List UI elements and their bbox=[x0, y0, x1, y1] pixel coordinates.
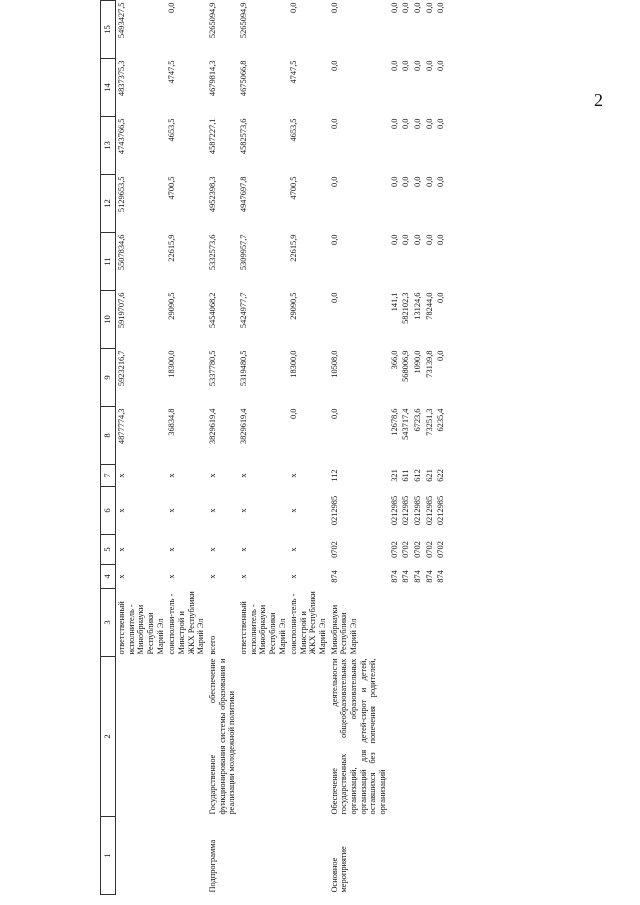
cell-year-1: 543717,4 bbox=[401, 408, 411, 440]
cell-target: 0212985 bbox=[329, 495, 339, 526]
column-header: 13 bbox=[101, 117, 116, 175]
cell-target: x bbox=[207, 508, 217, 513]
cell-name bbox=[400, 657, 412, 817]
cell-level: Основное мероприятие bbox=[329, 846, 349, 893]
cell-name: Государственное обеспечение функционирования системы образования и реализации молодежной политики bbox=[207, 658, 237, 815]
cell-year-2: 5319480,5 bbox=[238, 350, 248, 387]
table-row bbox=[424, 1, 436, 895]
cell-year-4: 5507834,6 bbox=[117, 234, 126, 271]
cell-executor: соисполни-тель - Минстрой и ЖКХ Республики Марий Эл bbox=[289, 591, 328, 655]
cell-section: 0702 bbox=[424, 541, 434, 558]
column-header: 1 bbox=[101, 817, 116, 895]
cell-executor bbox=[412, 589, 424, 657]
cell-target: x bbox=[289, 508, 299, 513]
cell-year-5: 4700,5 bbox=[289, 176, 299, 200]
cell-name bbox=[166, 657, 207, 817]
cell-expense-type: 112 bbox=[329, 469, 339, 482]
cell-year-3: 78244,0 bbox=[424, 292, 434, 320]
cell-section: 0702 bbox=[329, 541, 339, 558]
cell-year-1: 4877774,3 bbox=[117, 408, 126, 445]
cell-name bbox=[412, 657, 424, 817]
cell-year-1: 0,0 bbox=[329, 408, 339, 419]
cell-level bbox=[238, 817, 288, 895]
cell-executor: всего bbox=[207, 635, 217, 655]
cell-expense-type: x bbox=[238, 473, 248, 478]
cell-expense-type: x bbox=[207, 473, 217, 478]
cell-year-3: 0,0 bbox=[329, 292, 339, 303]
column-header: 3 bbox=[101, 589, 116, 657]
cell-year-2: 18300,0 bbox=[289, 350, 299, 378]
cell-year-2: 5923216,7 bbox=[117, 350, 126, 387]
cell-year-1: 36834,8 bbox=[167, 408, 177, 436]
column-header: 10 bbox=[101, 291, 116, 349]
cell-year-5: 4700,5 bbox=[167, 176, 177, 200]
column-header: 4 bbox=[101, 565, 116, 589]
cell-year-4: 0,0 bbox=[424, 234, 434, 245]
cell-expense-type: x bbox=[117, 473, 126, 478]
cell-year-2: 0,0 bbox=[436, 350, 446, 361]
cell-year-3: 13124,6 bbox=[413, 292, 423, 320]
cell-year-8: 0,0 bbox=[413, 2, 423, 13]
cell-year-3: 5919707,6 bbox=[117, 292, 126, 329]
cell-executor: ответственный исполнитель - Минобрнауки Республики Марий Эл bbox=[117, 601, 165, 655]
cell-target: x bbox=[167, 508, 177, 513]
cell-year-3: 582102,3 bbox=[401, 292, 411, 324]
cell-year-8: 0,0 bbox=[424, 2, 434, 13]
cell-year-5: 0,0 bbox=[389, 176, 399, 187]
cell-executor: соисполни-тель - Минстрой и ЖКХ Республики Марий Эл bbox=[167, 591, 206, 655]
cell-year-4: 22615,9 bbox=[289, 234, 299, 262]
cell-grbs: 874 bbox=[413, 570, 423, 583]
table-row bbox=[412, 1, 424, 895]
cell-section: x bbox=[117, 547, 126, 552]
cell-executor bbox=[400, 589, 412, 657]
cell-year-7: 4679814,3 bbox=[207, 60, 217, 97]
cell-expense-type: 611 bbox=[401, 469, 411, 482]
cell-year-5: 0,0 bbox=[413, 176, 423, 187]
cell-year-4: 5309957,7 bbox=[238, 234, 248, 271]
page-number: 2 bbox=[594, 90, 603, 110]
cell-year-5: 0,0 bbox=[436, 176, 446, 187]
cell-year-7: 4747,5 bbox=[289, 60, 299, 84]
column-header: 12 bbox=[101, 175, 116, 233]
cell-year-3: 29090,5 bbox=[167, 292, 177, 320]
table-row bbox=[238, 1, 288, 895]
cell-level: Подпрограмма bbox=[207, 839, 217, 893]
cell-executor: ответственный исполнитель - Минобрнауки Республики Марий Эл bbox=[238, 601, 287, 655]
cell-year-7: 0,0 bbox=[329, 60, 339, 71]
cell-expense-type: 621 bbox=[424, 469, 434, 482]
table-body bbox=[101, 1, 448, 895]
cell-level bbox=[424, 817, 436, 895]
cell-grbs: 874 bbox=[436, 570, 446, 583]
cell-year-1: 73251,3 bbox=[424, 408, 434, 436]
cell-year-8: 0,0 bbox=[401, 2, 411, 13]
cell-year-4: 22615,9 bbox=[167, 234, 177, 262]
cell-year-5: 4952398,3 bbox=[207, 176, 217, 213]
table-row bbox=[207, 1, 238, 895]
cell-year-5: 4947697,8 bbox=[238, 176, 248, 213]
cell-year-5: 0,0 bbox=[424, 176, 434, 187]
cell-year-3: 5424977,7 bbox=[238, 292, 248, 329]
cell-section: 0702 bbox=[436, 541, 446, 558]
cell-grbs: x bbox=[117, 574, 126, 579]
cell-section: x bbox=[167, 547, 177, 552]
cell-executor: Минобрнауки Республики Марий Эл bbox=[329, 604, 359, 655]
column-header: 9 bbox=[101, 349, 116, 407]
cell-year-1: 3829619,4 bbox=[238, 408, 248, 445]
cell-level bbox=[400, 817, 412, 895]
cell-level bbox=[435, 817, 447, 895]
cell-year-7: 0,0 bbox=[389, 60, 399, 71]
cell-year-6: 4582573,6 bbox=[238, 118, 248, 155]
cell-year-7: 4675066,8 bbox=[238, 60, 248, 97]
cell-executor bbox=[389, 589, 401, 657]
cell-year-7: 4747,5 bbox=[167, 60, 177, 84]
cell-grbs: 874 bbox=[424, 570, 434, 583]
cell-year-6: 0,0 bbox=[401, 118, 411, 129]
cell-year-6: 0,0 bbox=[413, 118, 423, 129]
cell-level bbox=[288, 817, 329, 895]
budget-table bbox=[100, 0, 447, 895]
cell-section: x bbox=[289, 547, 299, 552]
cell-name bbox=[389, 657, 401, 817]
cell-grbs: x bbox=[207, 574, 217, 579]
cell-executor bbox=[435, 589, 447, 657]
cell-target: 0212985 bbox=[424, 495, 434, 526]
cell-level bbox=[412, 817, 424, 895]
cell-year-4: 0,0 bbox=[436, 234, 446, 245]
column-header: 15 bbox=[101, 1, 116, 59]
cell-year-8: 5265094,9 bbox=[238, 2, 248, 39]
cell-year-1: 3829619,4 bbox=[207, 408, 217, 445]
cell-target: x bbox=[238, 508, 248, 513]
cell-name bbox=[424, 657, 436, 817]
cell-year-3: 141,1 bbox=[389, 292, 399, 312]
cell-year-8: 0,0 bbox=[389, 2, 399, 13]
cell-year-7: 0,0 bbox=[424, 60, 434, 71]
column-header: 6 bbox=[101, 487, 116, 535]
cell-year-1: 12678,6 bbox=[389, 408, 399, 436]
cell-year-4: 0,0 bbox=[401, 234, 411, 245]
cell-target: 0212985 bbox=[413, 495, 423, 526]
column-header: 11 bbox=[101, 233, 116, 291]
cell-year-8: 0,0 bbox=[436, 2, 446, 13]
table-row bbox=[166, 1, 207, 895]
cell-year-2: 73139,8 bbox=[424, 350, 434, 378]
cell-year-5: 0,0 bbox=[329, 176, 339, 187]
cell-year-2: 18300,0 bbox=[167, 350, 177, 378]
cell-expense-type: 321 bbox=[389, 469, 399, 482]
cell-year-6: 4743766,5 bbox=[117, 118, 126, 155]
cell-target: x bbox=[117, 508, 126, 513]
cell-expense-type: x bbox=[167, 473, 177, 478]
cell-year-6: 0,0 bbox=[436, 118, 446, 129]
cell-year-7: 0,0 bbox=[401, 60, 411, 71]
cell-grbs: x bbox=[167, 574, 177, 579]
cell-year-6: 0,0 bbox=[389, 118, 399, 129]
cell-grbs: x bbox=[238, 574, 248, 579]
cell-year-6: 4587227,1 bbox=[207, 118, 217, 155]
cell-year-3: 5454068,2 bbox=[207, 292, 217, 329]
cell-executor bbox=[424, 589, 436, 657]
cell-year-6: 4653,5 bbox=[167, 118, 177, 142]
table-row bbox=[400, 1, 412, 895]
column-header: 8 bbox=[101, 407, 116, 465]
column-header: 14 bbox=[101, 59, 116, 117]
cell-level bbox=[166, 817, 207, 895]
cell-year-2: 1090,0 bbox=[413, 350, 423, 374]
cell-year-7: 0,0 bbox=[413, 60, 423, 71]
cell-grbs: x bbox=[289, 574, 299, 579]
cell-year-6: 4653,5 bbox=[289, 118, 299, 142]
cell-year-3: 29090,5 bbox=[289, 292, 299, 320]
cell-year-1: 6235,4 bbox=[436, 408, 446, 432]
cell-year-6: 0,0 bbox=[329, 118, 339, 129]
cell-target: 0212985 bbox=[389, 495, 399, 526]
cell-year-8: 0,0 bbox=[167, 2, 177, 13]
cell-year-2: 5337780,5 bbox=[207, 350, 217, 387]
cell-grbs: 874 bbox=[329, 570, 339, 583]
cell-expense-type: 612 bbox=[413, 469, 423, 482]
column-header: 7 bbox=[101, 465, 116, 487]
cell-year-4: 0,0 bbox=[329, 234, 339, 245]
cell-target: 0212985 bbox=[436, 495, 446, 526]
cell-name bbox=[238, 657, 288, 817]
cell-year-5: 0,0 bbox=[401, 176, 411, 187]
cell-name bbox=[435, 657, 447, 817]
cell-expense-type: 622 bbox=[436, 469, 446, 482]
table-row bbox=[288, 1, 329, 895]
cell-year-2: 568006,9 bbox=[401, 350, 411, 382]
column-header: 2 bbox=[101, 657, 116, 817]
cell-level bbox=[116, 817, 167, 895]
cell-grbs: 874 bbox=[389, 570, 399, 583]
cell-year-3: 0,0 bbox=[436, 292, 446, 303]
cell-name: Обеспечение деятельности государственных общеобразовательных организаций, образовательных организаций для детей-сирот и детей, оставшихся без попечения родителей, организаций bbox=[329, 658, 388, 815]
cell-name bbox=[288, 657, 329, 817]
cell-year-1: 0,0 bbox=[289, 408, 299, 419]
column-header: 5 bbox=[101, 535, 116, 565]
cell-year-2: 10508,0 bbox=[329, 350, 339, 378]
header-row bbox=[101, 1, 116, 895]
cell-year-7: 4837375,3 bbox=[117, 60, 126, 97]
cell-section: 0702 bbox=[413, 541, 423, 558]
cell-year-8: 0,0 bbox=[289, 2, 299, 13]
cell-section: 0702 bbox=[401, 541, 411, 558]
table-row bbox=[435, 1, 447, 895]
cell-section: 0702 bbox=[389, 541, 399, 558]
cell-section: x bbox=[207, 547, 217, 552]
cell-year-4: 5332573,6 bbox=[207, 234, 217, 271]
cell-name bbox=[116, 657, 167, 817]
cell-expense-type: x bbox=[289, 473, 299, 478]
cell-year-5: 5129653,5 bbox=[117, 176, 126, 213]
cell-year-6: 0,0 bbox=[424, 118, 434, 129]
cell-year-4: 0,0 bbox=[413, 234, 423, 245]
cell-grbs: 874 bbox=[401, 570, 411, 583]
table-row bbox=[389, 1, 401, 895]
table-row bbox=[329, 1, 389, 895]
cell-year-8: 0,0 bbox=[329, 2, 339, 13]
cell-section: x bbox=[238, 547, 248, 552]
cell-year-8: 5265094,9 bbox=[207, 2, 217, 39]
cell-year-2: 366,0 bbox=[389, 350, 399, 370]
cell-target: 0212985 bbox=[401, 495, 411, 526]
cell-year-1: 6723,6 bbox=[413, 408, 423, 432]
cell-level bbox=[389, 817, 401, 895]
cell-year-7: 0,0 bbox=[436, 60, 446, 71]
cell-year-8: 5493427,5 bbox=[117, 2, 126, 39]
table-row bbox=[116, 1, 167, 895]
cell-year-4: 0,0 bbox=[389, 234, 399, 245]
